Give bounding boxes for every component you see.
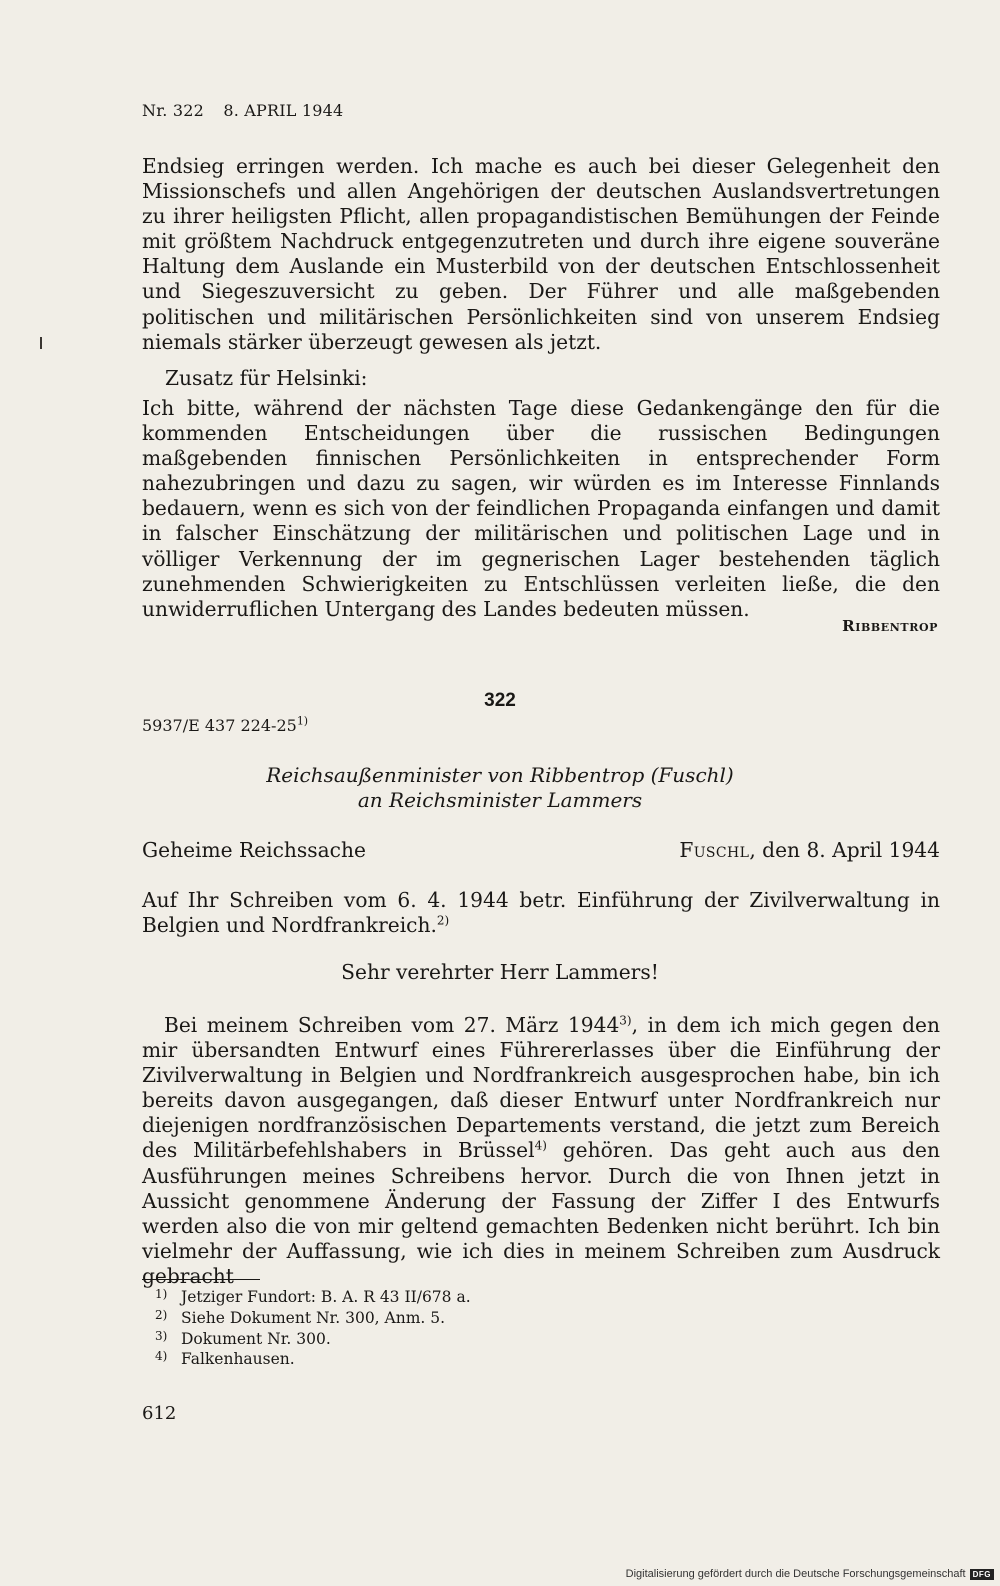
footnote-mark: 3): [155, 1328, 168, 1343]
footnote-rule: [142, 1279, 260, 1280]
document-heading-sender: Reichsaußenminister von Ribbentrop (Fuschl): [266, 763, 734, 787]
footnote-text: Dokument Nr. 300.: [181, 1329, 331, 1348]
digitization-credit: [626, 1568, 994, 1580]
footnote-mark: 2): [155, 1307, 168, 1322]
archive-ref-text: 5937/E 437 224-25: [142, 716, 297, 735]
reference-footnote-mark: 2): [436, 913, 450, 928]
document-number: 322: [484, 690, 516, 711]
place-date: [679, 838, 940, 862]
body-paragraph: [142, 1013, 940, 1289]
footnote-item: [155, 1349, 471, 1370]
addendum-paragraph: Ich bitte, während der nächsten Tage diese Gedankengänge den für die kommenden Entscheidungen über die russischen Bedingungen maßgebenden finnischen Persönlichkeiten in entsprechender Form nahezubringen und dazu zu sagen, wir würden es im Interesse Finnlands bedauern, wenn es sich von der feindlichen Propaganda einfangen und damit in falscher Einschätzung der militärischen und politischen Lage und in völliger Verkennung der im gegnerischen Lager bestehenden täglich zunehmenden Schwierigkeiten zu Entschlüssen verleiten ließe, die den unwiderruflichen Untergang des Landes bedeuten müssen.: [142, 396, 940, 621]
body-text-3: gehören. Das geht auch aus den Ausführungen meines Schreibens hervor. Durch die von Ihnen jetzt in Aussicht genommene Änderung der Fassung der Ziffer I des Entwurfs werden also die von mir geltend gemachten Bedenken nicht berührt. Ich bin vielmehr der Auffassung, wie ich dies in meinem Schreiben zum Ausdruck gebracht: [142, 1138, 940, 1288]
margin-mark: [40, 337, 42, 349]
running-head-number: Nr. 322: [142, 101, 205, 120]
reference-paragraph: [142, 888, 940, 938]
footnote-item: [155, 1329, 471, 1350]
footnote-text: Falkenhausen.: [181, 1350, 295, 1369]
footnote-text: Siehe Dokument Nr. 300, Anm. 5.: [181, 1308, 446, 1327]
footnote-mark: 4): [155, 1349, 168, 1364]
archive-reference: [142, 716, 308, 735]
document-heading-recipient: an Reichsminister Lammers: [357, 788, 643, 812]
body-text-1: Bei meinem Schreiben vom 27. März 1944: [164, 1013, 620, 1037]
place: Fuschl: [679, 838, 750, 862]
reference-text: Auf Ihr Schreiben vom 6. 4. 1944 betr. Einführung der Zivilverwaltung in Belgien und Nordfrankreich.: [142, 888, 940, 938]
footnote-item: [155, 1308, 471, 1329]
classification: Geheime Reichssache: [142, 838, 366, 862]
archive-footnote-mark: 1): [296, 714, 309, 728]
running-head-date: 8. APRIL 1944: [223, 101, 344, 120]
running-head: [142, 101, 343, 120]
signature: Ribbentrop: [842, 617, 938, 635]
footnotes: [155, 1287, 471, 1370]
body-text-2: , in dem ich mich gegen den mir übersandten Entwurf eines Führererlasses über die Einführung der Zivilverwaltung in Belgien und Nordfrankreich ausgesprochen habe, bin ich bereits davon ausgegangen, daß dieser Entwurf unter Nordfrankreich nur diejenigen nordfranzösischen Departements verstand, die jetzt zum Bereich des Militärbefehlshabers in Brüssel: [142, 1013, 940, 1163]
page-number: 612: [142, 1403, 177, 1424]
continuation-paragraph: Endsieg erringen werden. Ich mache es auch bei dieser Gelegenheit den Missionschefs und allen Angehörigen der deutschen Auslandsvertretungen zu ihrer heiligsten Pflicht, allen propagandistischen Bemühungen der Feinde mit größtem Nachdruck entgegenzutreten und durch ihre eigene souveräne Haltung dem Auslande ein Musterbild von der deutschen Entschlossenheit und Siegeszuversicht zu geben. Der Führer und alle maßgebenden politischen und militärischen Persönlichkeiten sind von unserem Endsieg niemals stärker überzeugt gewesen als jetzt.: [142, 154, 940, 354]
footnote-item: [155, 1287, 471, 1308]
footnote-text: Jetziger Fundort: B. A. R 43 II/678 a.: [181, 1288, 471, 1306]
footnote-mark: 1): [155, 1287, 168, 1301]
body-footnote-mark-4: 4): [534, 1138, 547, 1153]
date: , den 8. April 1944: [749, 838, 940, 862]
credit-text: Digitalisierung gefördert durch die Deutsche Forschungsgemeinschaft: [625, 1568, 966, 1580]
salutation: Sehr verehrter Herr Lammers!: [341, 960, 659, 984]
body-footnote-mark-3: 3): [619, 1013, 632, 1028]
dfg-logo-icon: DFG: [970, 1569, 994, 1580]
addendum-heading: Zusatz für Helsinki:: [165, 366, 368, 390]
